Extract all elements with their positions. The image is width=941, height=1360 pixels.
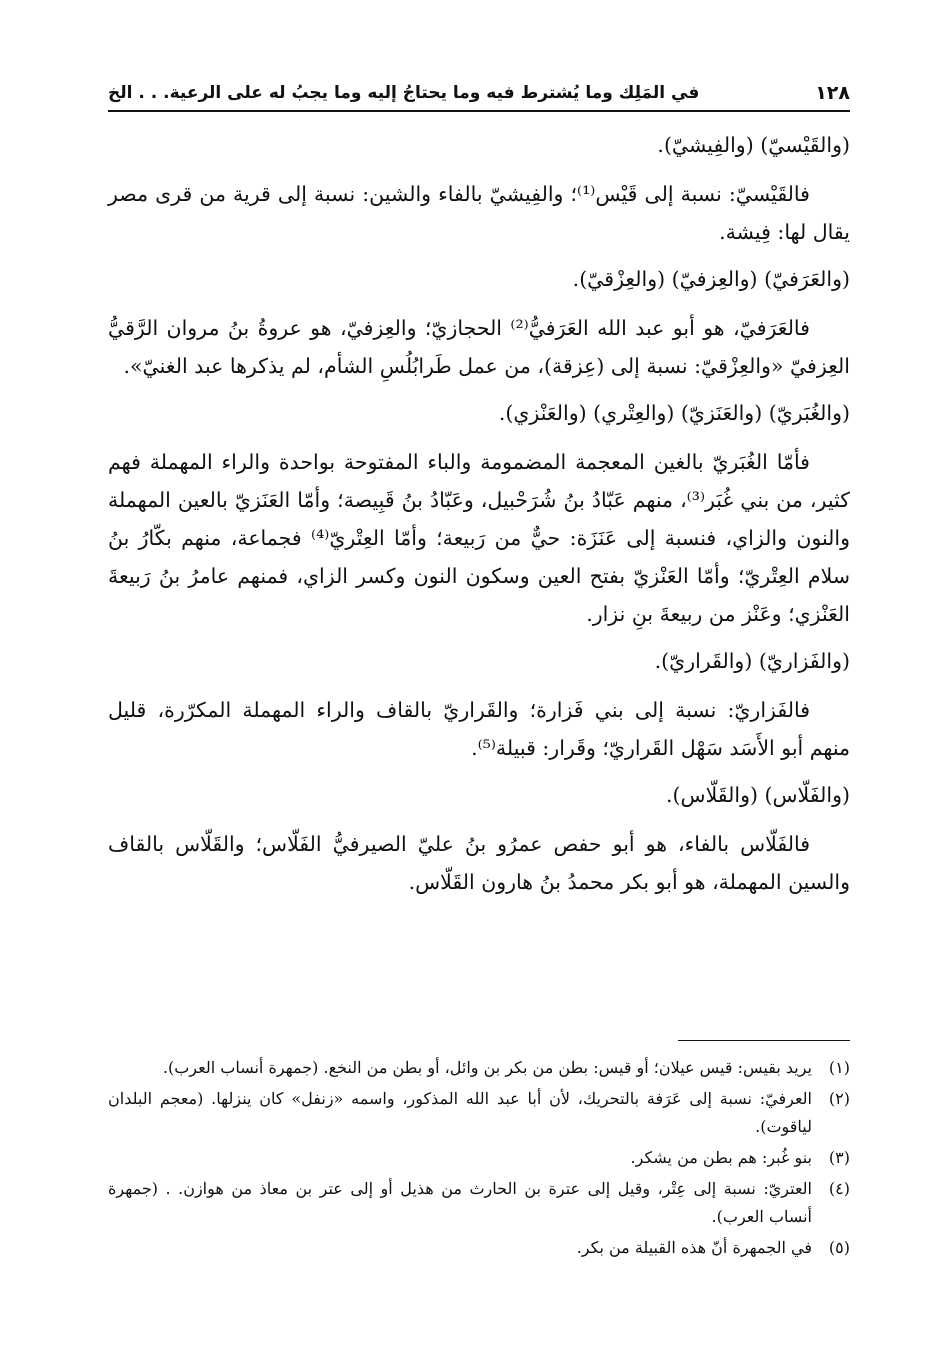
footnote-divider (678, 1040, 850, 1041)
main-text (108, 126, 850, 910)
footnote-text: في الجمهرة أنّ هذه القبيلة من بكر. (576, 1238, 812, 1257)
footnotes (108, 1054, 850, 1265)
paragraph-fallas: فالفَلّاس بالفاء، هو أبو حفص عمرُو بنُ عليّ الصيرفيُّ الفَلّاس؛ والقَلّاس بالقاف والسين المهملة، هو أبو بكر محمدُ بنُ هارون القَلّاس. (108, 832, 850, 894)
heading-fazari: (والفَزاريّ) (والقَراريّ). (654, 649, 850, 673)
paragraph-qaysi: فالقَيْسيّ: نسبة إلى قَيْس⁽¹⁾؛ والفِيشيّ بالفاء والشين: نسبة إلى قرية من قرى مصر يقال لها: فِيشة. (108, 182, 850, 244)
footnote (108, 1085, 850, 1141)
book-page (108, 0, 850, 1360)
heading-qaysi: (والقَيْسيّ) (والفِيشيّ). (657, 133, 850, 157)
footnote-text: يريد بقيس: قيس عيلان؛ أو قيس: بطن من بكر بن وائل، أو بطن من النخع. (جمهرة أنساب العرب). (162, 1058, 812, 1077)
footnote-number: (٢) (828, 1089, 850, 1108)
paragraph-fazari: فالفَزاريّ: نسبة إلى بني فَزارة؛ والقَراريّ بالقاف والراء المهملة المكرّرة، قليل منهم أبو الأَسَد سَهْل القَراريّ؛ وقَرار: قبيلة⁽⁵⁾. (108, 698, 850, 760)
paragraph-arafi: فالعَرَفيّ، هو أبو عبد الله العَرَفيُّ⁽²⁾ الحجازيّ؛ والعِزفيّ، هو عروةُ بنُ مروان الرَّقيُّ العِزفيّ «والعِزْقيّ: نسبة إلى (عِزقة)، من عمل طَرابُلُسِ الشأم، لم يذكرها عبد الغنيّ». (108, 316, 850, 378)
page-number: ١٢٨ (815, 82, 850, 104)
footnote (108, 1175, 850, 1231)
footnote-text: بنو غُبر: هم بطن من يشكر. (630, 1148, 812, 1167)
footnote-text: العتريّ: نسبة إلى عِتْر، وقيل إلى عترة بن الحارث من هذيل أو إلى عتر بن معاذ من هوازن. . (جمهرة أنساب العرب). (108, 1179, 812, 1226)
heading-ghubari: (والغُبَريّ) (والعَنَزيّ) (والعِتْري) (والعَنْزي). (498, 401, 850, 425)
heading-fallas: (والفَلّاس) (والقَلّاس). (666, 783, 850, 807)
heading-arafi: (والعَرَفيّ) (والعِزفيّ) (والعِزْقيّ). (572, 267, 850, 291)
running-header (108, 76, 850, 112)
footnote-text: العرفيّ: نسبة إلى عَرَفة بالتحريك، لأن أبا عبد الله المذكور، واسمه «زنفل» كان ينزلها. (معجم البلدان لياقوت). (108, 1089, 812, 1136)
footnote-number: (٥) (828, 1238, 850, 1257)
footnote-number: (٤) (828, 1179, 850, 1198)
footnote-number: (١) (828, 1058, 850, 1077)
footnote (108, 1144, 850, 1172)
running-title: في المَلِك وما يُشترط فيه وما يحتاجُ إليه وما يجبُ له على الرعية. . . الخ (108, 83, 700, 103)
paragraph-ghubari: فأمّا الغُبَريّ بالغين المعجمة المضمومة والباء المفتوحة بواحدة والراء المهملة فهم كثير، من بني غُبَر⁽³⁾، منهم عَبّادُ بنُ شُرَحْبيل، وعَبّادُ بنُ قَبِيصة؛ وأمّا العَنَزيّ بالعين المهملة والنون والزاي، فنسبة إلى عَنَزَة: حيٌّ من رَبيعة؛ وأمّا العِتْريّ⁽⁴⁾ فجماعة، منهم بكّارُ بنُ سلام العِتْريّ؛ وأمّا العَنْزيّ بفتح العين وسكون النون وكسر الزاي، فمنهم عامرُ بنُ رَبيعةَ العَنْزي؛ وعَنْز من ربيعةَ بنِ نزار. (108, 450, 851, 626)
footnote (108, 1234, 850, 1262)
footnote-number: (٣) (828, 1148, 850, 1167)
footnote (108, 1054, 850, 1082)
